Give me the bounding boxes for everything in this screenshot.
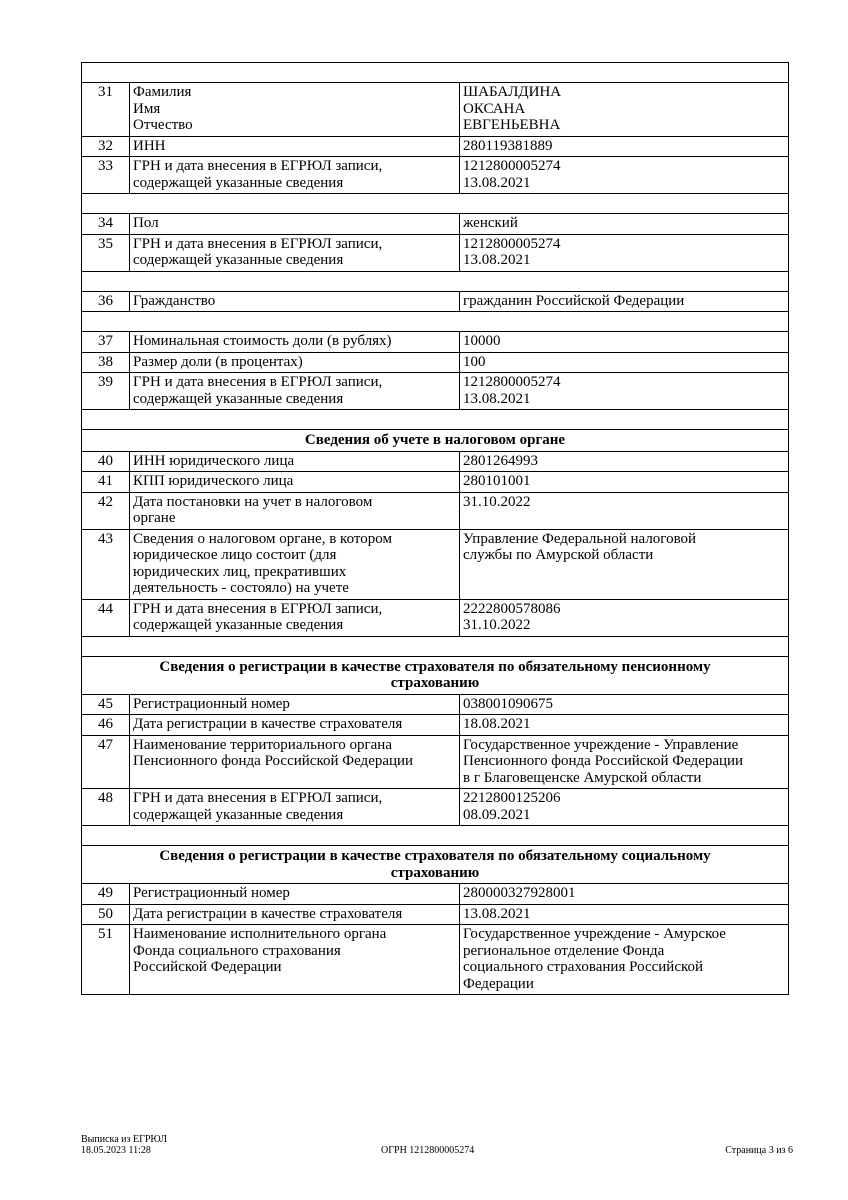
field-label: Наименование территориального органа Пенсионного фонда Российской Федерации (130, 735, 460, 789)
field-value: 280119381889 (460, 136, 789, 157)
field-label: ГРН и дата внесения в ЕГРЮЛ записи, содержащей указанные сведения (130, 234, 460, 271)
table-row (82, 83, 789, 137)
empty-cell (82, 63, 789, 83)
field-label: Пол (130, 214, 460, 235)
field-label: Регистрационный номер (130, 694, 460, 715)
section-header-row (82, 846, 789, 884)
table-row (82, 136, 789, 157)
row-number: 46 (82, 715, 130, 736)
field-label: ИНН (130, 136, 460, 157)
table-row (82, 884, 789, 905)
row-number: 40 (82, 451, 130, 472)
table-row (82, 925, 789, 995)
field-value: 31.10.2022 (460, 492, 789, 529)
table-row (82, 904, 789, 925)
row-number: 38 (82, 352, 130, 373)
table-row (82, 599, 789, 636)
row-number: 50 (82, 904, 130, 925)
table-row (82, 291, 789, 312)
section-header-row (82, 656, 789, 694)
empty-cell (82, 312, 789, 332)
row-number: 31 (82, 83, 130, 137)
section-title: Сведения об учете в налоговом органе (82, 430, 789, 452)
field-value: 1212800005274 13.08.2021 (460, 234, 789, 271)
table-row (82, 694, 789, 715)
table-row (82, 234, 789, 271)
row-number: 45 (82, 694, 130, 715)
field-value: 280101001 (460, 472, 789, 493)
row-number: 37 (82, 332, 130, 353)
field-value: Государственное учреждение - Амурское региональное отделение Фонда социального страхования Российской Федерации (460, 925, 789, 995)
field-value: Государственное учреждение - Управление Пенсионного фонда Российской Федерации в г Благовещенске Амурской области (460, 735, 789, 789)
empty-separator-row (82, 410, 789, 430)
footer-ogrn: ОГРН 1212800005274 (381, 1145, 475, 1156)
section-title: Сведения о регистрации в качестве страхователя по обязательному пенсионному страхованию (82, 656, 789, 694)
field-value: 2222800578086 31.10.2022 (460, 599, 789, 636)
table-row (82, 352, 789, 373)
field-label: ГРН и дата внесения в ЕГРЮЛ записи, содержащей указанные сведения (130, 157, 460, 194)
empty-separator-row (82, 63, 789, 83)
row-number: 41 (82, 472, 130, 493)
empty-cell (82, 826, 789, 846)
field-label: Дата регистрации в качестве страхователя (130, 715, 460, 736)
row-number: 44 (82, 599, 130, 636)
table-row (82, 529, 789, 599)
footer-datetime: 18.05.2023 11:28 (81, 1145, 151, 1156)
table-row (82, 715, 789, 736)
field-value: 1212800005274 13.08.2021 (460, 373, 789, 410)
field-value: гражданин Российской Федерации (460, 291, 789, 312)
table-row (82, 157, 789, 194)
row-number: 34 (82, 214, 130, 235)
field-label: Размер доли (в процентах) (130, 352, 460, 373)
row-number: 43 (82, 529, 130, 599)
field-label: ГРН и дата внесения в ЕГРЮЛ записи, содержащей указанные сведения (130, 789, 460, 826)
footer-document-info (81, 1134, 167, 1156)
field-label: Дата постановки на учет в налоговом органе (130, 492, 460, 529)
field-value: 2212800125206 08.09.2021 (460, 789, 789, 826)
empty-cell (82, 410, 789, 430)
row-number: 32 (82, 136, 130, 157)
field-value: 2801264993 (460, 451, 789, 472)
field-value: 18.08.2021 (460, 715, 789, 736)
section-title: Сведения о регистрации в качестве страхователя по обязательному социальному страхованию (82, 846, 789, 884)
table-row (82, 472, 789, 493)
section-header-row (82, 430, 789, 452)
footer-page-number: Страница 3 из 6 (725, 1145, 793, 1156)
field-value: 13.08.2021 (460, 904, 789, 925)
field-value: ШАБАЛДИНА ОКСАНА ЕВГЕНЬЕВНА (460, 83, 789, 137)
field-label: Номинальная стоимость доли (в рублях) (130, 332, 460, 353)
field-label: ГРН и дата внесения в ЕГРЮЛ записи, содержащей указанные сведения (130, 373, 460, 410)
field-label: Сведения о налоговом органе, в котором юридическое лицо состоит (для юридических лиц, прекративших деятельность - состояло) на учете (130, 529, 460, 599)
row-number: 33 (82, 157, 130, 194)
empty-separator-row (82, 194, 789, 214)
field-value: 280000327928001 (460, 884, 789, 905)
field-label: Фамилия Имя Отчество (130, 83, 460, 137)
egrul-extract-table (81, 62, 789, 995)
table-row (82, 735, 789, 789)
field-label: Наименование исполнительного органа Фонда социального страхования Российской Федерации (130, 925, 460, 995)
field-value: 038001090675 (460, 694, 789, 715)
field-label: Гражданство (130, 291, 460, 312)
row-number: 48 (82, 789, 130, 826)
empty-separator-row (82, 826, 789, 846)
table-row (82, 214, 789, 235)
table-row (82, 332, 789, 353)
empty-separator-row (82, 312, 789, 332)
table-row (82, 373, 789, 410)
row-number: 51 (82, 925, 130, 995)
table-row (82, 492, 789, 529)
row-number: 39 (82, 373, 130, 410)
field-value: 10000 (460, 332, 789, 353)
empty-cell (82, 271, 789, 291)
empty-separator-row (82, 271, 789, 291)
field-label: КПП юридического лица (130, 472, 460, 493)
field-value: 1212800005274 13.08.2021 (460, 157, 789, 194)
field-label: Регистрационный номер (130, 884, 460, 905)
empty-cell (82, 194, 789, 214)
footer-document-title: Выписка из ЕГРЮЛ (81, 1134, 167, 1145)
field-label: Дата регистрации в качестве страхователя (130, 904, 460, 925)
row-number: 36 (82, 291, 130, 312)
row-number: 35 (82, 234, 130, 271)
field-label: ИНН юридического лица (130, 451, 460, 472)
row-number: 42 (82, 492, 130, 529)
empty-separator-row (82, 636, 789, 656)
table-row (82, 789, 789, 826)
row-number: 49 (82, 884, 130, 905)
empty-cell (82, 636, 789, 656)
row-number: 47 (82, 735, 130, 789)
field-value: женский (460, 214, 789, 235)
table-row (82, 451, 789, 472)
field-value: 100 (460, 352, 789, 373)
field-label: ГРН и дата внесения в ЕГРЮЛ записи, содержащей указанные сведения (130, 599, 460, 636)
field-value: Управление Федеральной налоговой службы по Амурской области (460, 529, 789, 599)
